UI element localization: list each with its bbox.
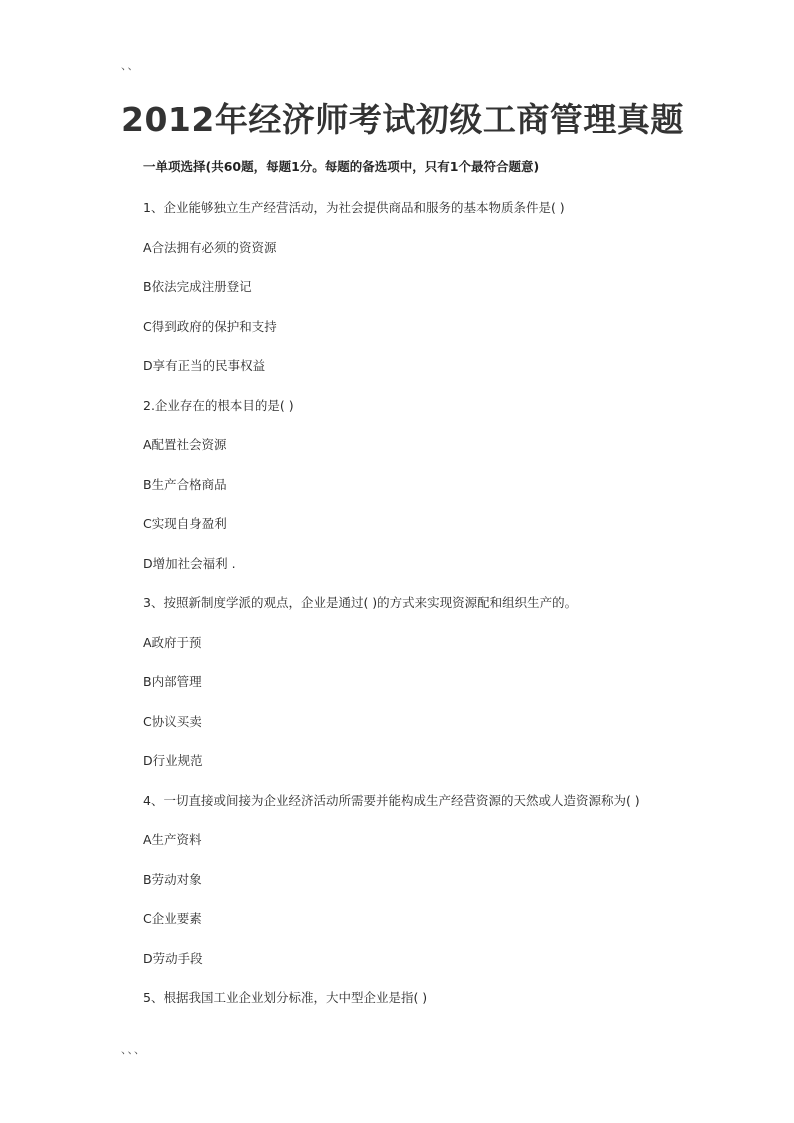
question-4: 4、一切直接或间接为企业经济活动所需要并能构成生产经营资源的天然或人造资源称为( ) (143, 792, 640, 808)
question-2-option-d: D增加社会福利 . (143, 555, 236, 571)
question-1-option-c: C得到政府的保护和支持 (143, 318, 277, 334)
question-3-option-d: D行业规范 (143, 753, 203, 768)
question-1-option-b: B依法完成注册登记 (143, 279, 252, 294)
document-title: 2012年经济师考试初级工商管理真题 (121, 100, 684, 139)
question-2-option-b: B生产合格商品 (143, 476, 227, 492)
question-4-option-c: C企业要素 (143, 911, 202, 926)
section-heading: 一单项选择(共60题，每题1分。每题的备选项中，只有1个最符合题意) (143, 159, 540, 174)
header-mark: 、、 (121, 59, 140, 72)
question-5: 5、根据我国工业企业划分标准，大中型企业是指( ) (143, 990, 428, 1005)
question-3-option-a: A政府于预 (143, 634, 202, 650)
question-3-option-b: B内部管理 (143, 674, 202, 689)
question-4-option-b: B劳动对象 (143, 871, 202, 887)
question-3: 3、按照新制度学派的观点，企业是通过( )的方式来实现资源配和组织生产的。 (143, 595, 578, 610)
question-4-option-a: A生产资料 (143, 832, 202, 847)
question-2-option-a: A配置社会资源 (143, 437, 227, 452)
question-1-option-a: A合法拥有必须的资资源 (143, 239, 277, 255)
question-2-option-c: C实现自身盈利 (143, 516, 227, 531)
question-1-option-d: D享有正当的民事权益 (143, 358, 266, 373)
question-1: 1、企业能够独立生产经营活动，为社会提供商品和服务的基本物质条件是( ) (143, 200, 565, 215)
question-2: 2.企业存在的根本目的是( ) (143, 397, 294, 413)
footer-mark: 、、、 (121, 1043, 146, 1056)
question-3-option-c: C协议买卖 (143, 713, 202, 729)
question-4-option-d: D劳动手段 (143, 950, 203, 966)
question-list (143, 198, 703, 1028)
